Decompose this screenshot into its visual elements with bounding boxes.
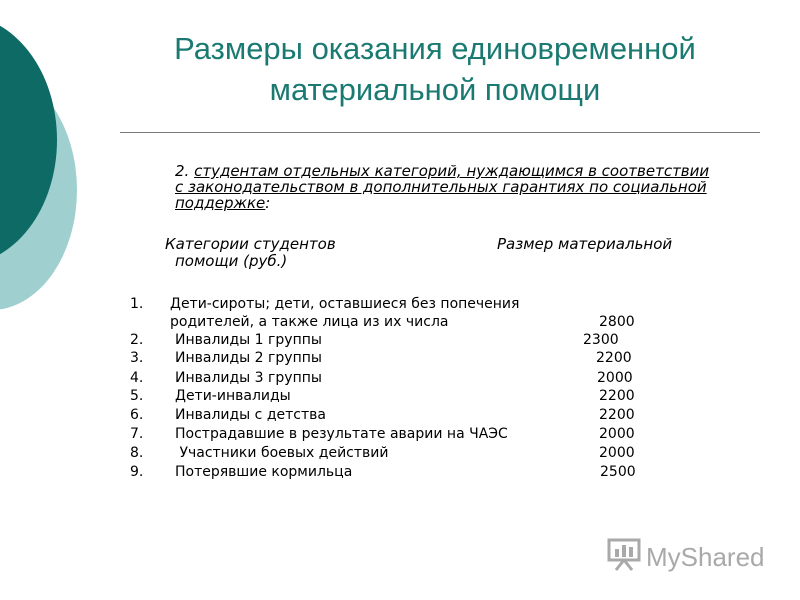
list-item-amount: 2500 [600, 464, 636, 480]
list-item-text: Дети-инвалиды [175, 388, 291, 404]
title-line-1: Размеры оказания единовременной [174, 31, 696, 66]
list-item-text: Инвалиды 3 группы [175, 370, 322, 386]
header-amount-cont: помощи (руб.) [175, 252, 288, 270]
list-item-number: 4. [130, 370, 144, 386]
intro-prefix: 2. [175, 162, 195, 180]
list-item-number: 7. [130, 426, 144, 442]
intro-paragraph [175, 163, 715, 211]
list-item-amount: 2200 [599, 388, 635, 404]
list-item-amount: 2000 [599, 445, 635, 461]
title-line-2: материальной помощи [269, 72, 601, 107]
list-item-amount: 2200 [599, 407, 635, 423]
list-item-text: Пострадавшие в результате аварии на ЧАЭС [175, 426, 508, 442]
slide-title [115, 28, 755, 110]
list-item-number: 3. [130, 350, 144, 366]
title-divider [120, 132, 760, 133]
logo-text: MyShared [646, 542, 765, 572]
list-item-amount: 2300 [583, 332, 619, 348]
intro-text: студентам отдельных категорий, нуждающимся в соответствии с законодательством в дополнительных гарантиях по социальной поддержке [175, 162, 710, 212]
watermark-logo [606, 536, 766, 576]
presentation-board-icon [606, 536, 642, 572]
list-item-number: 2. [130, 332, 144, 348]
list-item-text: Инвалиды 1 группы [175, 332, 322, 348]
list-item-amount: 2800 [599, 314, 635, 330]
list-item-text: Потерявшие кормильца [175, 464, 353, 480]
list-item-amount: 2000 [597, 370, 633, 386]
list-item-text-cont: родителей, а также лица из их числа [170, 314, 449, 330]
list-item-number: 5. [130, 388, 144, 404]
header-categories: Категории студентов [165, 235, 336, 253]
intro-suffix: : [265, 194, 271, 212]
list-item-text: Дети-сироты; дети, оставшиеся без попечения [170, 296, 520, 312]
header-amount: Размер материальной [497, 235, 673, 253]
list-item-text: Инвалиды с детства [175, 407, 326, 423]
list-item-number: 8. [130, 445, 144, 461]
list-item-text: Участники боевых действий [175, 445, 389, 461]
list-item-text: Инвалиды 2 группы [175, 350, 322, 366]
list-item-number: 9. [130, 464, 144, 480]
list-item-amount: 2200 [596, 350, 632, 366]
list-item-amount: 2000 [599, 426, 635, 442]
list-item-number: 1. [130, 296, 144, 312]
list-item-number: 6. [130, 407, 144, 423]
